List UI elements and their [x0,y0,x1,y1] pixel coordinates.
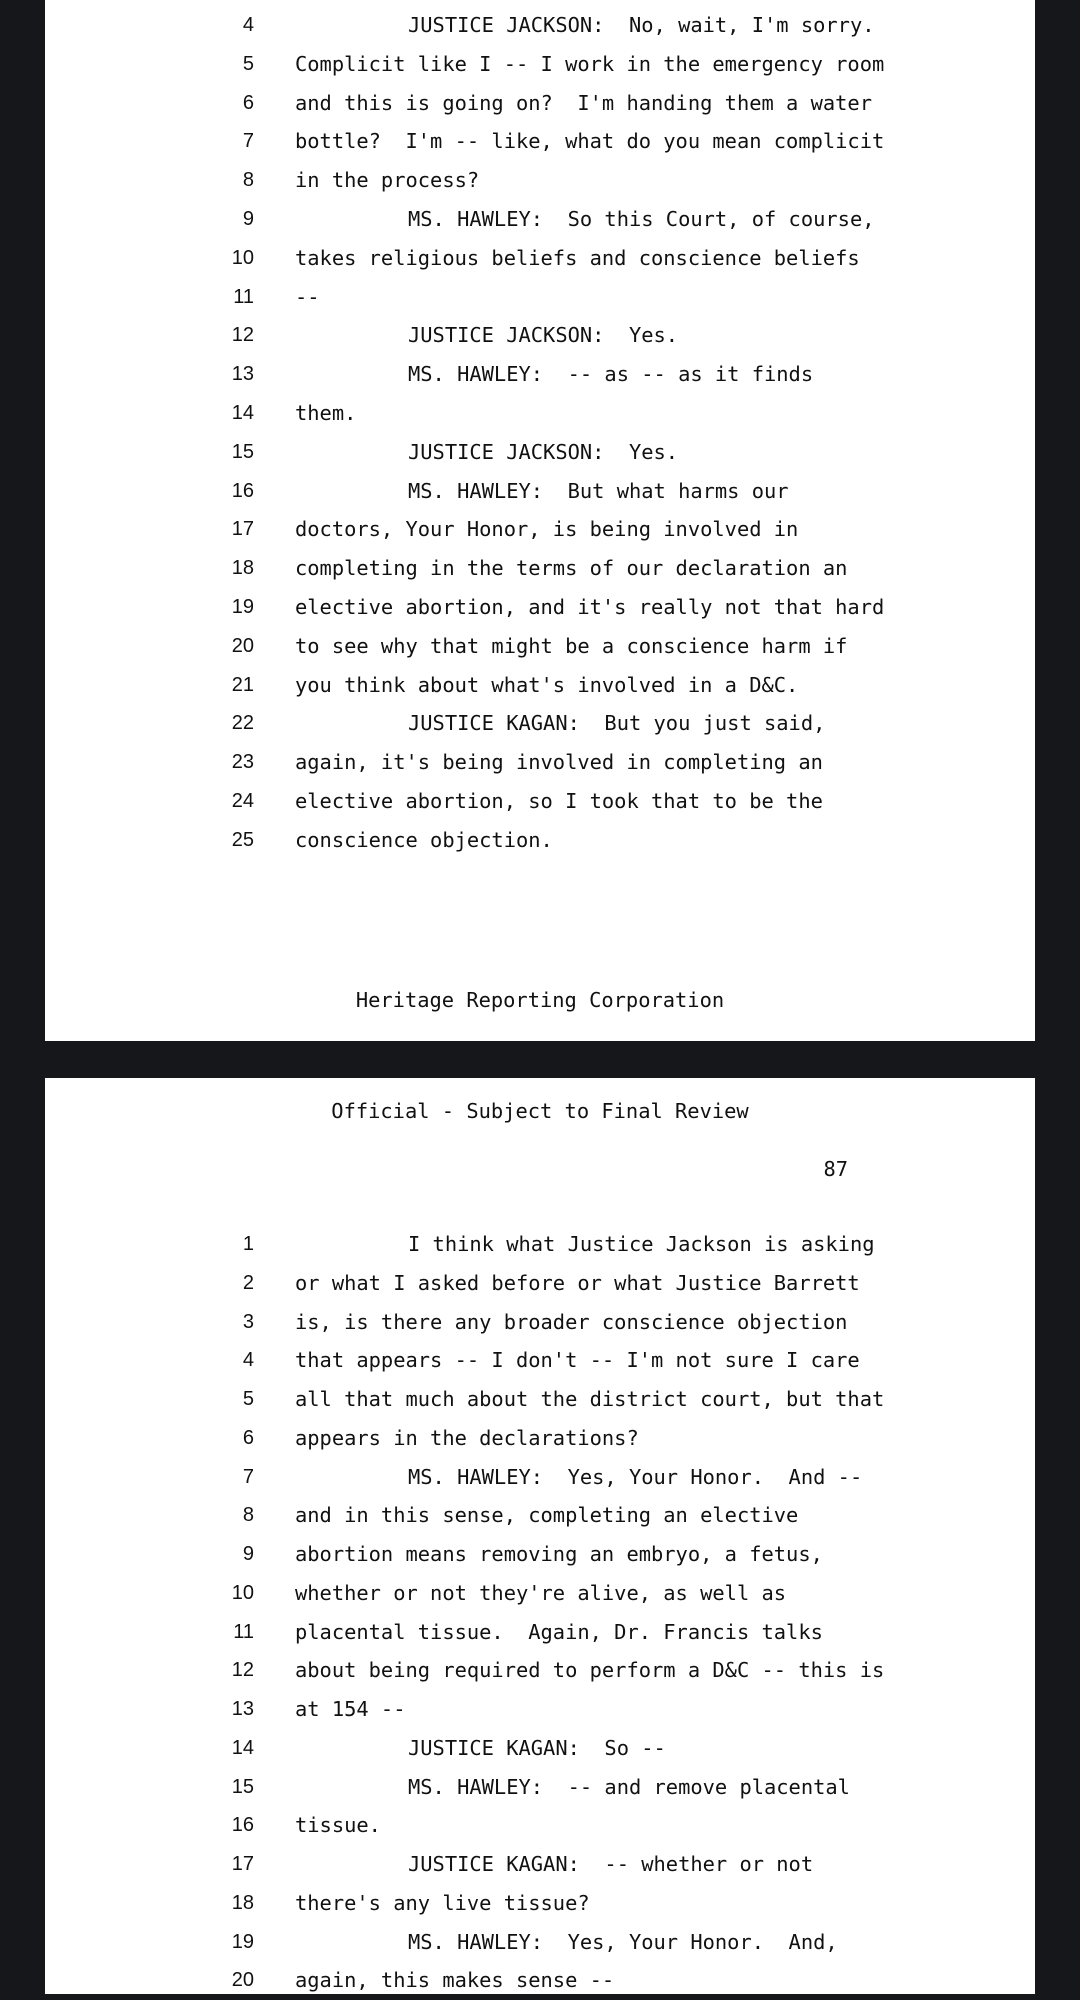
line-number: 20 [231,1969,254,1992]
line-number: 14 [231,1736,254,1759]
line-text: them. [295,401,357,425]
transcript-line [45,1303,1035,1342]
transcript-line [45,1380,1035,1419]
line-number: 5 [242,52,254,75]
line-text: JUSTICE KAGAN: So -- [408,1735,666,1760]
line-number: 6 [242,1426,254,1449]
line-text: appears in the declarations? [295,1425,639,1450]
line-number: 8 [242,1504,254,1527]
line-text: elective abortion, so I took that to be the [295,789,823,813]
line-text: doctors, Your Honor, is being involved in [295,517,799,542]
line-number: 19 [231,596,254,618]
line-number: 21 [231,673,254,696]
line-text: elective abortion, and it's really not that hard [295,595,885,619]
line-text: tissue. [295,1813,381,1838]
line-number: 23 [231,751,254,774]
line-text: whether or not they're alive, as well as [295,1580,787,1605]
line-text: MS. HAWLEY: -- as -- as it finds [408,362,814,387]
transcript-line [45,1458,1035,1497]
page-header: Official - Subject to Final Review [331,1099,749,1123]
line-text: JUSTICE JACKSON: No, wait, I'm sorry. [408,13,875,37]
transcript-line [45,549,1035,588]
transcript-line [45,1574,1035,1613]
line-number: 17 [231,518,254,541]
transcript-line [45,1806,1035,1845]
line-text: conscience objection. [295,827,553,852]
line-text: to see why that might be a conscience harm if [295,633,848,658]
line-number: 14 [231,402,254,424]
line-number: 19 [231,1930,254,1953]
line-number: 18 [231,1891,254,1914]
line-text: bottle? I'm -- like, what do you mean complicit [295,129,885,154]
line-number: 22 [231,712,254,735]
line-text: JUSTICE JACKSON: Yes. [408,323,679,348]
line-text: JUSTICE KAGAN: But you just said, [408,711,826,736]
transcript-line [45,122,1035,161]
line-text: in the process? [295,168,480,193]
line-text: again, this makes sense -- [295,1968,615,1993]
transcript-line [45,239,1035,278]
transcript-line [45,1923,1035,1962]
transcript-line [45,200,1035,239]
line-text: abortion means removing an embryo, a fetus, [295,1542,823,1566]
transcript-line [45,278,1035,317]
transcript-line [45,1535,1035,1574]
transcript-line [45,1613,1035,1652]
line-text: is, is there any broader conscience objection [295,1309,848,1334]
transcript-line [45,1961,1035,2000]
transcript-line [45,1225,1035,1264]
line-number: 10 [231,1581,254,1604]
line-number: 15 [231,1775,254,1798]
line-number: 1 [242,1233,254,1255]
line-text: Complicit like I -- I work in the emergency room [295,51,885,76]
transcript-line [45,1419,1035,1458]
line-text: completing in the terms of our declaration an [295,556,848,581]
line-text: that appears -- I don't -- I'm not sure I care [295,1348,860,1373]
transcript-line [45,161,1035,200]
line-text: there's any live tissue? [295,1890,590,1915]
transcript-line [45,394,1035,433]
transcript-line [45,1884,1035,1923]
transcript-line [45,1690,1035,1729]
transcript-line [45,782,1035,821]
transcript-line [45,1496,1035,1535]
line-text: and in this sense, completing an elective [295,1503,799,1528]
line-text: again, it's being involved in completing an [295,750,823,775]
line-text: JUSTICE JACKSON: Yes. [408,439,679,464]
line-text: MS. HAWLEY: Yes, Your Honor. And, [408,1929,838,1954]
transcript-line [45,588,1035,627]
line-number: 2 [242,1271,254,1294]
transcript-line [45,472,1035,511]
line-number: 16 [231,1814,254,1837]
line-number: 6 [242,91,254,114]
transcript-line [45,704,1035,743]
line-number: 8 [242,169,254,192]
transcript-line [45,743,1035,782]
line-number: 16 [231,479,254,502]
line-number: 25 [231,828,254,851]
line-number: 13 [231,363,254,386]
line-number: 5 [242,1388,254,1410]
line-number: 4 [242,1349,254,1372]
line-text: all that much about the district court, but that [295,1387,885,1411]
line-text: MS. HAWLEY: So this Court, of course, [408,207,875,231]
line-number: 9 [242,1543,254,1565]
transcript-line [45,1264,1035,1303]
line-text: MS. HAWLEY: -- and remove placental [408,1774,850,1799]
page-number: 87 [823,1157,848,1181]
line-number: 24 [231,790,254,812]
line-number: 10 [231,246,254,269]
line-number: 13 [231,1698,254,1720]
line-text: at 154 -- [295,1697,406,1721]
line-text: JUSTICE KAGAN: -- whether or not [408,1852,814,1876]
line-number: 11 [233,1620,254,1643]
transcript-line [45,666,1035,705]
transcript-line [45,433,1035,472]
transcript-line [45,1768,1035,1807]
page-footer: Heritage Reporting Corporation [355,988,725,1012]
transcript-line [45,821,1035,860]
line-number: 3 [242,1310,254,1333]
line-text: I think what Justice Jackson is asking [408,1232,875,1256]
line-text: MS. HAWLEY: Yes, Your Honor. And -- [408,1464,863,1489]
line-number: 20 [231,634,254,657]
line-text: and this is going on? I'm handing them a water [295,90,872,115]
line-number: 12 [231,1659,254,1682]
line-text: takes religious beliefs and conscience beliefs [295,245,860,270]
transcript-line [45,1651,1035,1690]
transcript-line [45,355,1035,394]
transcript-line [45,84,1035,123]
transcript-line [45,6,1035,45]
line-number: 18 [231,557,254,580]
transcript-line [45,627,1035,666]
transcript-line [45,45,1035,84]
transcript-page-87 [45,1078,1035,1994]
line-text: about being required to perform a D&C -- this is [295,1658,885,1683]
line-text: placental tissue. Again, Dr. Francis talks [295,1619,823,1644]
transcript-line [45,1341,1035,1380]
line-number: 9 [242,208,254,230]
line-number: 15 [231,440,254,463]
transcript-line [45,1845,1035,1884]
line-text: or what I asked before or what Justice Barrett [295,1270,860,1295]
line-number: 17 [231,1853,254,1875]
line-text: MS. HAWLEY: But what harms our [408,478,789,503]
transcript-page-86 [45,0,1035,1041]
line-number: 4 [242,14,254,36]
transcript-line [45,1729,1035,1768]
line-number: 7 [242,1465,254,1488]
transcript-line [45,316,1035,355]
line-number: 11 [233,285,254,308]
transcript-line [45,510,1035,549]
line-number: 7 [242,130,254,153]
line-text: you think about what's involved in a D&C. [295,672,799,697]
line-text: -- [295,284,320,309]
line-number: 12 [231,324,254,347]
